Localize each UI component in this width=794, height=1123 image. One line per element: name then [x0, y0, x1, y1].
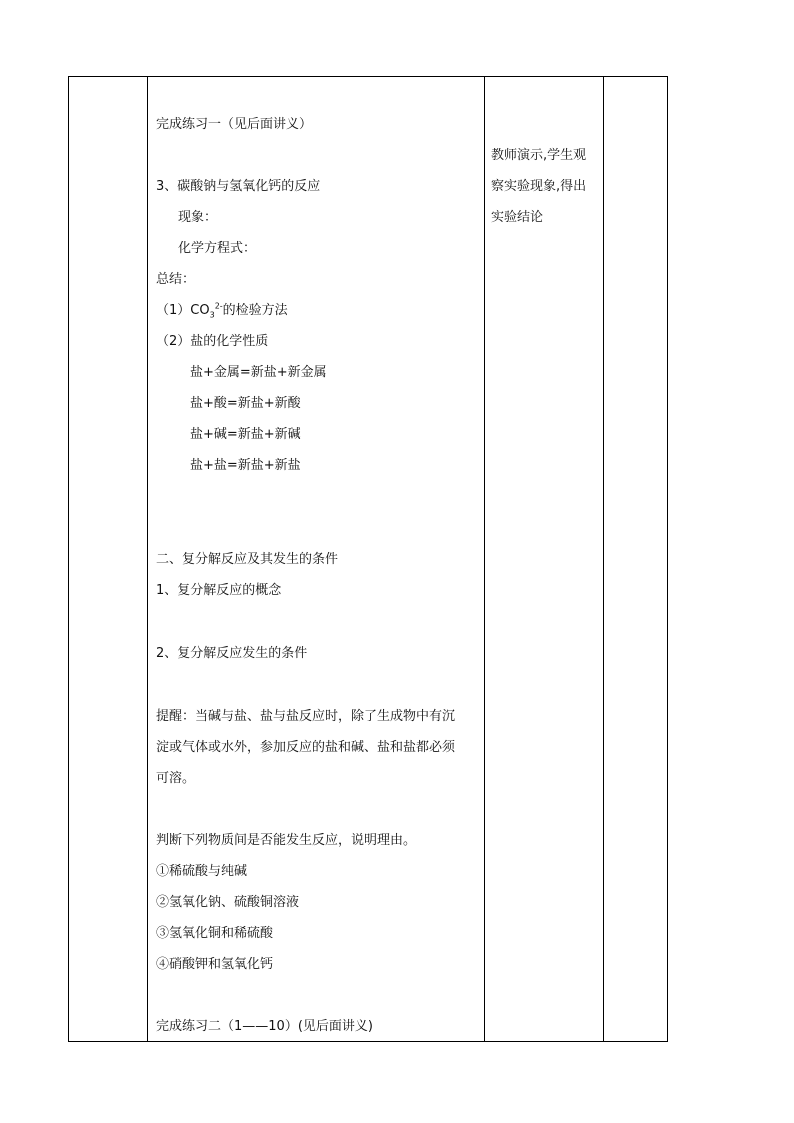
lesson-table [68, 76, 668, 1042]
salt-property: 盐+盐=新盐+新盐 [190, 458, 301, 473]
summary-heading: 总结： [156, 272, 196, 287]
summary-item-2: （2）盐的化学性质 [156, 334, 269, 349]
summary-item-1-suffix: 的检验方法 [222, 303, 288, 318]
activity-note-line: 实验结论 [491, 210, 544, 225]
salt-property: 盐+金属=新盐+新金属 [190, 365, 327, 380]
activity-note-line: 教师演示,学生观 [491, 148, 587, 163]
practice-two: 完成练习二（1——10）(见后面讲义) [156, 1019, 373, 1034]
judge-prompt: 判断下列物质间是否能发生反应，说明理由。 [156, 833, 417, 848]
activity-note-line: 察实验现象,得出 [491, 179, 587, 194]
phenomenon-label: 现象： [178, 210, 218, 225]
practice-one: 完成练习一（见后面讲义） [156, 117, 313, 132]
carbonate-charge: 2- [214, 301, 223, 311]
equation-label: 化学方程式： [178, 241, 257, 256]
judge-item: ②氢氧化钠、硫酸铜溶液 [156, 895, 300, 910]
summary-item-1 [156, 303, 288, 319]
salt-property: 盐+酸=新盐+新酸 [190, 396, 301, 411]
reminder-line: 可溶。 [156, 771, 196, 786]
judge-item: ④硝酸钾和氢氧化钙 [156, 957, 274, 972]
section-2-title: 二、复分解反应及其发生的条件 [156, 552, 339, 567]
column-divider [603, 77, 604, 1041]
judge-item: ①稀硫酸与纯碱 [156, 864, 248, 879]
condition-item: 2、复分解反应发生的条件 [156, 646, 308, 661]
carbonate-subscript: 3 [209, 310, 215, 320]
reminder-line: 淀或气体或水外，参加反应的盐和碱、盐和盐都必须 [156, 740, 456, 755]
reminder-line: 提醒：当碱与盐、盐与盐反应时，除了生成物中有沉 [156, 709, 456, 724]
salt-property: 盐+碱=新盐+新碱 [190, 427, 301, 442]
summary-item-1-prefix: （1）CO [156, 303, 210, 318]
concept-item: 1、复分解反应的概念 [156, 583, 282, 598]
item-3-title: 3、碳酸钠与氢氧化钙的反应 [156, 179, 321, 194]
teacher-activity-cell [485, 77, 603, 1041]
judge-item: ③氢氧化铜和稀硫酸 [156, 926, 274, 941]
teaching-content-cell [148, 77, 484, 1041]
